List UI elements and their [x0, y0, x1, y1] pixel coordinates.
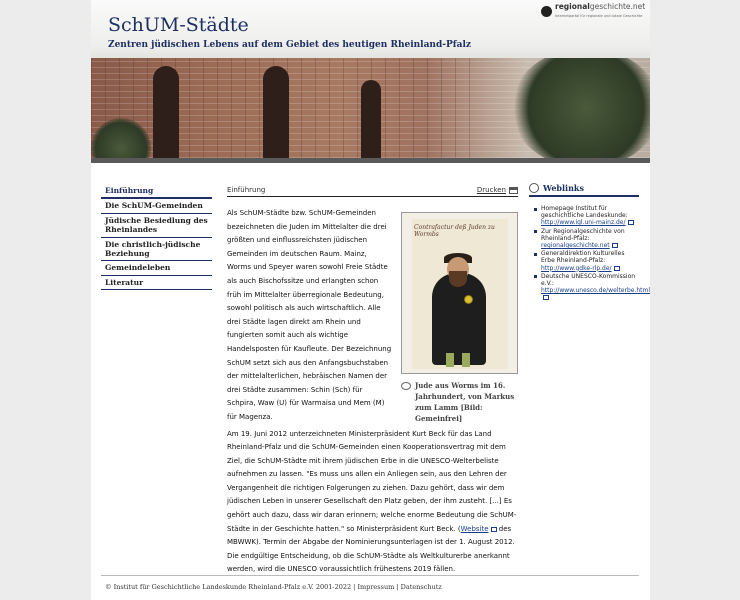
arched-window: [263, 66, 289, 158]
external-link-icon: [543, 295, 549, 300]
breadcrumb: Einführung: [227, 186, 266, 194]
footer-divider: [101, 575, 639, 576]
external-link-icon: [628, 220, 634, 225]
print-button[interactable]: [477, 186, 518, 194]
external-link-icon: [612, 243, 618, 248]
site-subtitle: Zentren jüdischen Lebens auf dem Gebiet des heutigen Rheinland-Pfalz: [108, 40, 471, 50]
list-item: Homepage Institut für geschichtliche Landeskunde: http://www.igl.uni-mainz.de/: [533, 205, 639, 227]
weblinks-heading: [529, 183, 639, 197]
nav-item-gemeindeleben[interactable]: Gemeindeleben: [101, 261, 212, 275]
nav-item-einfuehrung[interactable]: Einführung: [101, 184, 212, 199]
arched-window: [361, 80, 381, 158]
nav-item-schum-gemeinden[interactable]: Die SchUM-Gemeinden: [101, 199, 212, 213]
datenschutz-link[interactable]: Datenschutz: [400, 583, 442, 591]
list-item: Zur Regionalgeschichte von Rheinland-Pfalz: regionalgeschichte.net: [533, 228, 639, 250]
nav-item-juedische-besiedlung[interactable]: Jüdische Besiedlung des Rheinlandes: [101, 214, 212, 238]
figure-leg: [446, 353, 454, 367]
logo-tagline: Internetportal für regionale und lokale Geschichte: [555, 14, 643, 18]
nav-item-literatur[interactable]: Literatur: [101, 276, 212, 290]
weblinks-sidebar: [529, 183, 651, 303]
historical-portrait-image[interactable]: [401, 212, 518, 374]
globe-icon: [529, 183, 539, 193]
weblink-gdke[interactable]: http://www.gdke-rlp.de/: [541, 265, 620, 272]
logo-name: regionalgeschichte.net: [555, 2, 646, 11]
image-inscription: Contrafactur deß Juden zu Wormbs: [414, 224, 495, 238]
tree-foliage: [511, 58, 650, 158]
footer-copyright: © Institut für Geschichtliche Landeskunde Rheinland-Pfalz e.V. 2001-2022: [105, 583, 352, 591]
paragraph-text: des MBWWK). Termin der Abgabe der Nominierungsunterlagen ist der 1. August 2012. Die endgültige Entscheidung, ob die SchUM-Städte als Weltkulturerbe anerkannt werden, wird die UNESCO voraussichtlich frühestens 2019 fällen.: [227, 524, 515, 574]
yellow-badge: [464, 295, 473, 304]
figure-beard: [449, 271, 467, 287]
page-container: [91, 0, 650, 600]
site-title[interactable]: SchUM-Städte: [108, 14, 249, 36]
nav-item-christlich-juedische-beziehung[interactable]: Die christlich-jüdische Beziehung: [101, 238, 212, 262]
list-item: Generaldirektion Kulturelles Erbe Rheinland-Pfalz: http://www.gdke-rlp.de/: [533, 250, 639, 272]
left-navigation: [101, 184, 212, 290]
figure-box: [401, 212, 518, 424]
unesco-paragraph: [227, 428, 518, 578]
site-header: [91, 0, 650, 158]
print-label: Drucken: [476, 186, 506, 194]
globe-logo-icon: [541, 6, 552, 17]
printer-icon: [509, 187, 518, 194]
site-footer: © Institut für Geschichtliche Landeskunde Rheinland-Pfalz e.V. 2001-2022 | Impressum | Datenschutz: [105, 583, 442, 591]
impressum-link[interactable]: Impressum: [357, 583, 395, 591]
weblink-unesco[interactable]: http://www.unesco.de/welterbe.html: [541, 287, 650, 301]
regionalgeschichte-logo[interactable]: [541, 3, 645, 19]
website-link[interactable]: Website: [461, 525, 497, 533]
weblinks-title: Weblinks: [543, 183, 584, 193]
figure-caption: [401, 380, 518, 424]
arched-window: [153, 66, 179, 158]
header-photo-synagogue: [91, 58, 650, 158]
paragraph-text: Am 19. Juni 2012 unterzeichneten Ministerpräsident Kurt Beck für das Land Rheinland-Pfalz und die SchUM-Gemeinden einen Kooperationsvertrag mit dem Ziel, die SchUM-Städte mit ihrem jüdischen Erbe in die UNESCO-Welterbeliste aufnehmen zu lassen. "Es muss uns allen ein Anliegen sein, aus den Lehren der Vergangenheit die richtigen Folgerungen zu ziehen. Dazu gehört, dass wir dem jüdischen Leben in unserer Gesellschaft den Platz geben, der ihm zusteht. [...] Es gehört auch dazu, dass wir daran erinnern; welche enorme Bedeutung die SchUM-Städte in der Geschichte hatten." so Ministerpräsident Kurt Beck. (: [227, 429, 517, 533]
external-link-icon: [614, 266, 620, 271]
weblinks-list: [529, 205, 651, 302]
weblink-regionalgeschichte[interactable]: regionalgeschichte.net: [541, 242, 618, 249]
header-divider: [91, 158, 650, 163]
intro-paragraph: Als SchUM-Städte bzw. SchUM-Gemeinden bezeichneten die Juden im Mittelalter die drei größten und einflussreichsten jüdischen Gemeinden im deutschen Raum. Mainz, Worms und Speyer waren sowohl Freie Städte als auch Bischofssitze und erlangten schon früh im Mittelalter überregionale Bedeutung, sowohl politisch als auch wirtschaftlich. Alle drei Städte lagen direkt am Rhein und fungierten somit auch als wichtige Handelsposten für Kaufleute. Der Bezeichnung SchUM setzt sich aus den Anfangsbuchstaben der mittelalterlichen, hebräischen Namen der drei Städte zusammen: Schin (Sch) für Schpira, Waw (U) für Warmaisa und Mem (M) für Magenza.: [227, 209, 392, 421]
breadcrumb-bar: [227, 183, 518, 197]
figure-leg: [462, 353, 470, 367]
zoom-icon[interactable]: [401, 382, 411, 390]
figure-caption-text: Jude aus Worms im 16. Jahrhundert, von Markus zum Lamm [Bild: Gemeinfrei]: [415, 381, 515, 423]
weblink-igl[interactable]: http://www.igl.uni-mainz.de/: [541, 219, 634, 226]
list-item: Deutsche UNESCO-Kommission e.V.: http://www.unesco.de/welterbe.html: [533, 273, 639, 302]
